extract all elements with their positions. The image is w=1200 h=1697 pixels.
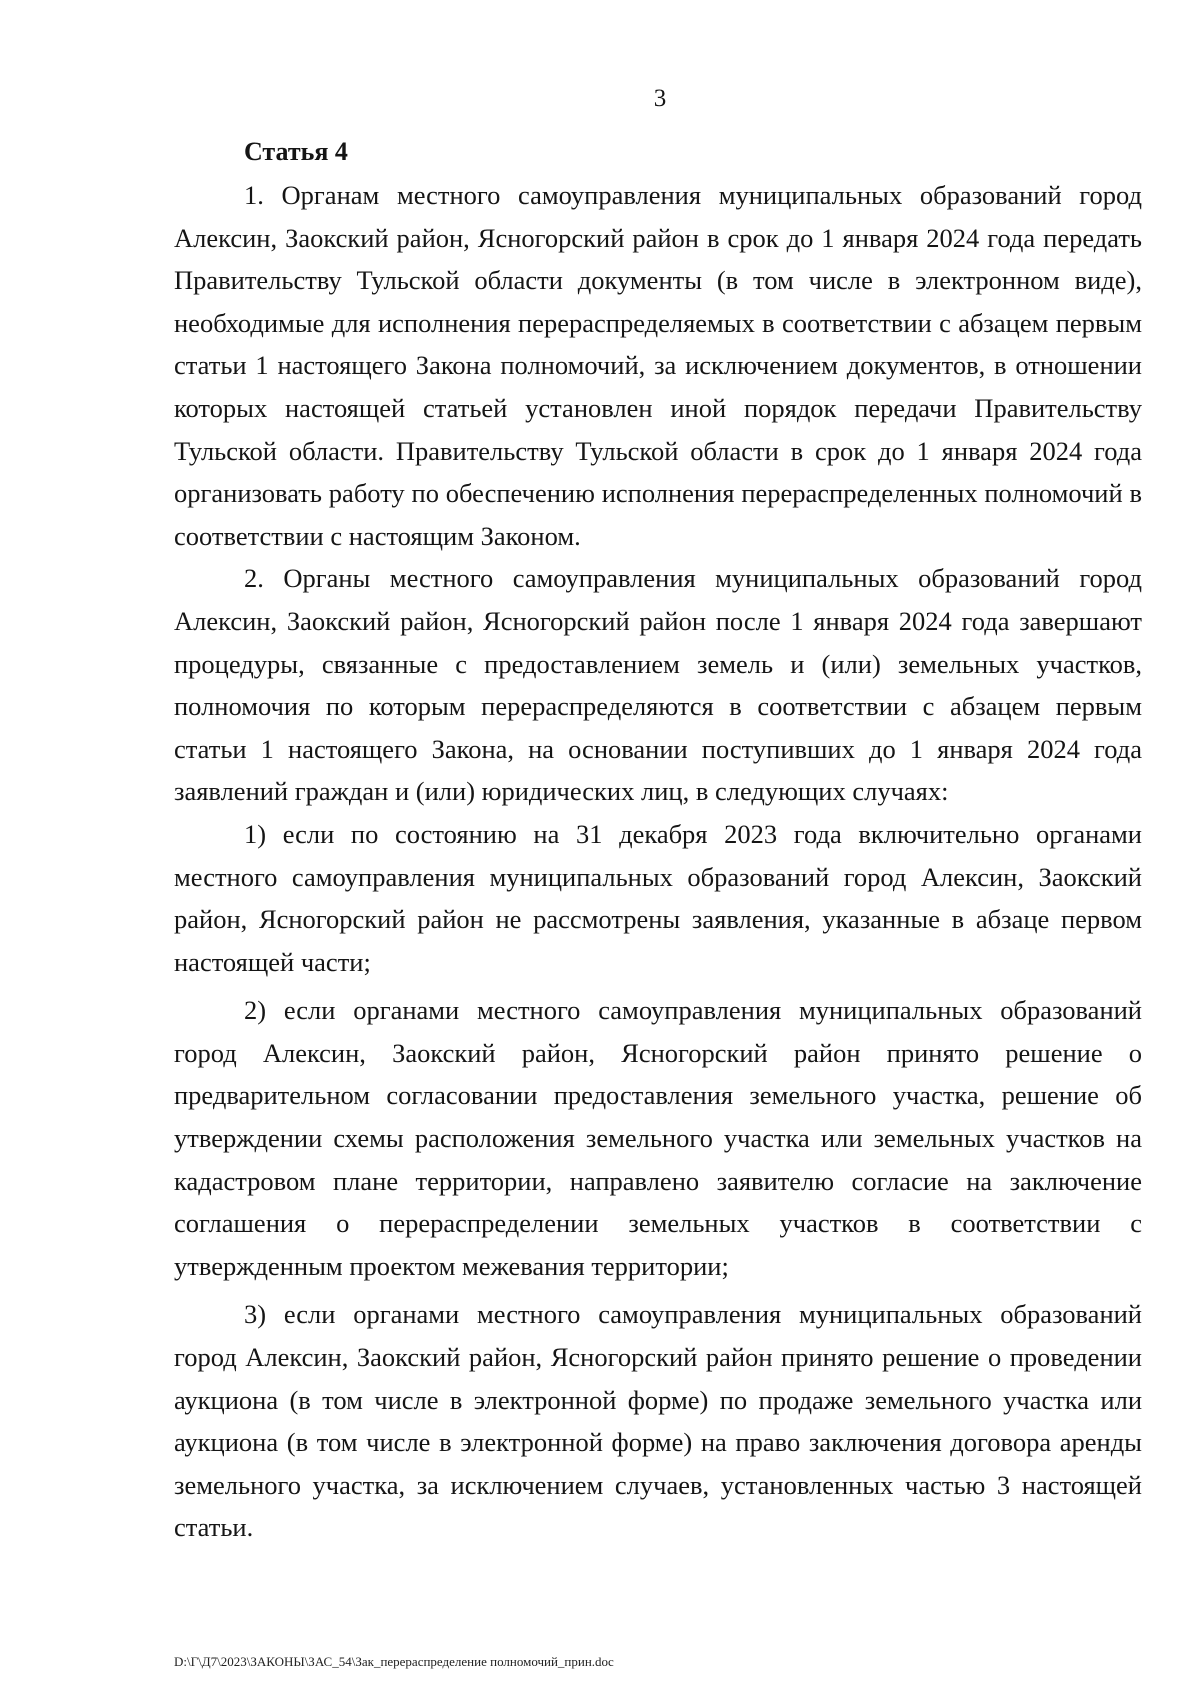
article-heading: Статья 4 [244,137,348,166]
document-body [174,130,1142,1549]
page-number: 3 [653,85,667,112]
paragraph-part-2: 2. Органы местного самоуправления муниципальных образований город Алексин, Заокский район, Ясногорский район после 1 января 2024 года завершают процедуры, связанные с предоставлением земель и (или) земельных участков, полномочия по которым перераспределяются в соответствии с абзацем первым статьи 1 настоящего Закона, на основании поступивших до 1 января 2024 года заявлений граждан и (или) юридических лиц, в следующих случаях: [174,563,1142,807]
paragraph-item-1: 1) если по состоянию на 31 декабря 2023 года включительно органами местного самоуправления муниципальных образований город Алексин, Заокский район, Ясногорский район не рассмотрены заявления, указанные в абзаце первом настоящей части; [174,818,1142,977]
paragraph-item-2: 2) если органами местного самоуправления муниципальных образований город Алексин, Заокский район, Ясногорский район принято решение о предварительном согласовании предоставления земельного участка, решение об утверждении схемы расположения земельного участка или земельных участков на кадастровом плане территории, направлено заявителю согласие на заключение соглашения о перераспределении земельных участков в соответствии с утвержденным проектом межевания территории; [174,995,1142,1281]
paragraph-part-1: 1. Органам местного самоуправления муниципальных образований город Алексин, Заокский район, Ясногорский район в срок до 1 января 2024 года передать Правительству Тульской области документы (в том числе в электронном виде), необходимые для исполнения перераспределяемых в соответствии с абзацем первым статьи 1 настоящего Закона полномочий, за исключением документов, в отношении которых настоящей статьей установлен иной порядок передачи Правительству Тульской области. Правительству Тульской области в срок до 1 января 2024 года организовать работу по обеспечению исполнения перераспределенных полномочий в соответствии с настоящим Законом. [174,180,1142,551]
paragraph-item-3: 3) если органами местного самоуправления муниципальных образований город Алексин, Заокский район, Ясногорский район принято решение о проведении аукциона (в том числе в электронной форме) по продаже земельного участка или аукциона (в том числе в электронной форме) на право заключения договора аренды земельного участка, за исключением случаев, установленных частью 3 настоящей статьи. [174,1299,1142,1543]
file-path-footer: D:\Г\Д7\2023\ЗАКОНЫ\ЗАС_54\Зак_перераспределение полномочий_прин.doc [174,1654,614,1669]
